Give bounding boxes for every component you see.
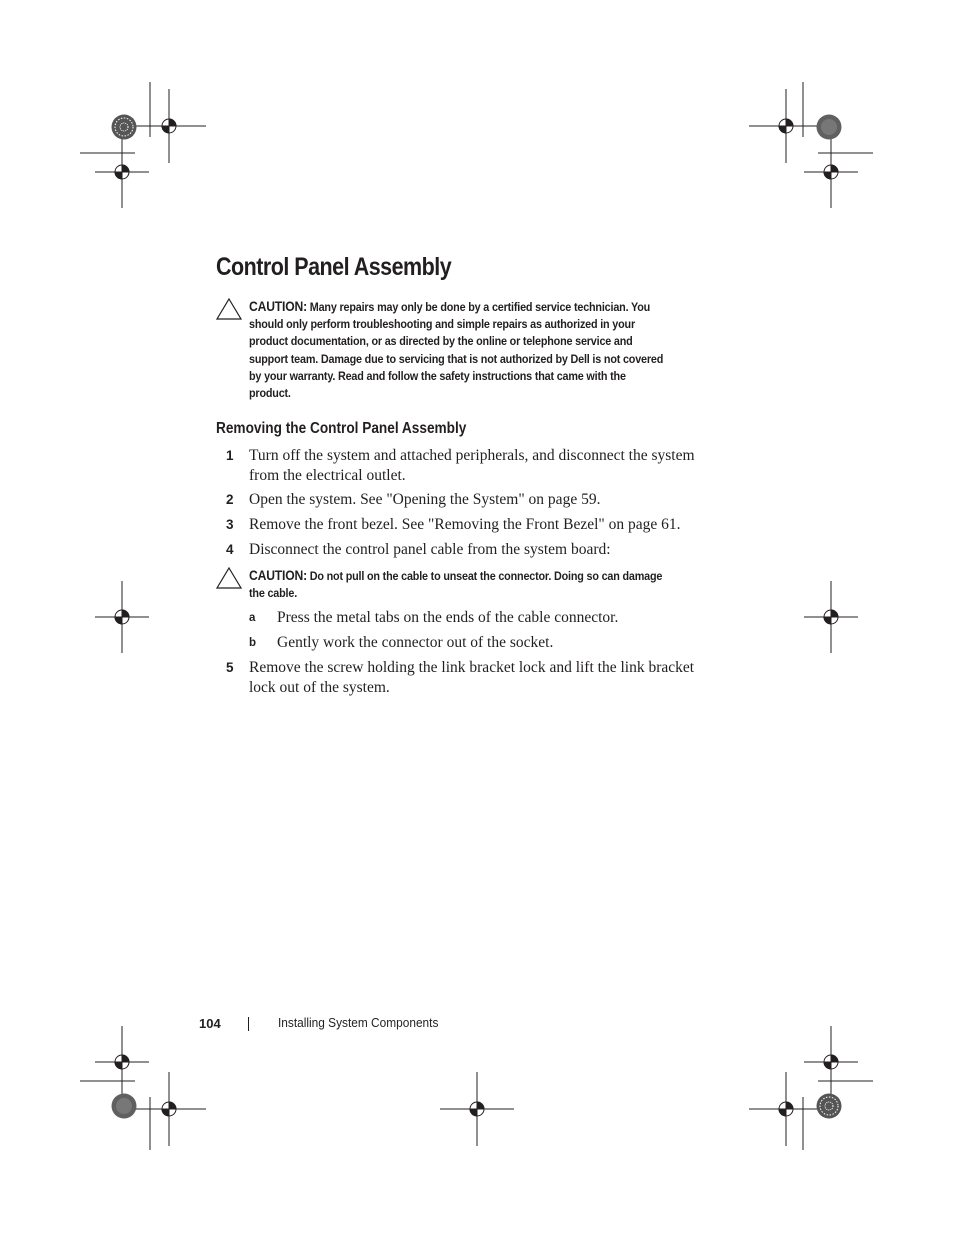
substep-text: Gently work the connector out of the socket. — [277, 634, 554, 651]
step-text-line: Turn off the system and attached peripherals, and disconnect the system — [249, 447, 695, 464]
caution-text-line: Do not pull on the cable to unseat the connector. Doing so can damage — [309, 569, 663, 583]
substep-letter: b — [249, 637, 257, 649]
step-text-line: Remove the screw holding the link bracket lock and lift the link bracket — [249, 659, 695, 676]
substep-text: Press the metal tabs on the ends of the cable connector. — [277, 609, 619, 626]
caution-triangle-icon — [216, 298, 242, 320]
page-number: 104 — [199, 1016, 221, 1031]
caution-text-line: the cable. — [249, 586, 298, 601]
caution-text-line: product documentation, or as directed by the online or telephone service and — [249, 334, 633, 349]
step-number: 2 — [226, 492, 234, 507]
step-text-line: Remove the front bezel. See "Removing the Front Bezel" on page 61. — [249, 516, 681, 533]
page-title: Control Panel Assembly — [216, 253, 452, 281]
caution-text-line: by your warranty. Read and follow the safety instructions that came with the — [249, 368, 626, 383]
step-number: 3 — [226, 517, 234, 532]
running-footer-title: Installing System Components — [278, 1016, 439, 1030]
section-heading: Removing the Control Panel Assembly — [216, 420, 467, 437]
footer-separator — [248, 1017, 249, 1031]
caution-triangle-icon — [216, 567, 242, 589]
caution-label: CAUTION: — [249, 299, 307, 314]
step-number: 5 — [226, 660, 234, 675]
substep-letter: a — [249, 612, 256, 624]
caution-text-line: support team. Damage due to servicing that is not authorized by Dell is not covered — [249, 351, 664, 366]
caution-label: CAUTION: — [249, 568, 307, 583]
step-text-line: lock out of the system. — [249, 678, 390, 696]
caution-text-line: should only perform troubleshooting and simple repairs as authorized in your — [249, 317, 635, 332]
step-number: 1 — [226, 448, 234, 463]
step-text-line: Open the system. See "Opening the System" on page 59. — [249, 491, 601, 508]
caution-text-line: Many repairs may only be done by a certified service technician. You — [309, 300, 651, 314]
step-number: 4 — [226, 542, 234, 557]
step-text-line: Disconnect the control panel cable from the system board: — [249, 541, 611, 558]
step-text-line: from the electrical outlet. — [249, 466, 406, 484]
caution-text-line: product. — [249, 386, 291, 401]
